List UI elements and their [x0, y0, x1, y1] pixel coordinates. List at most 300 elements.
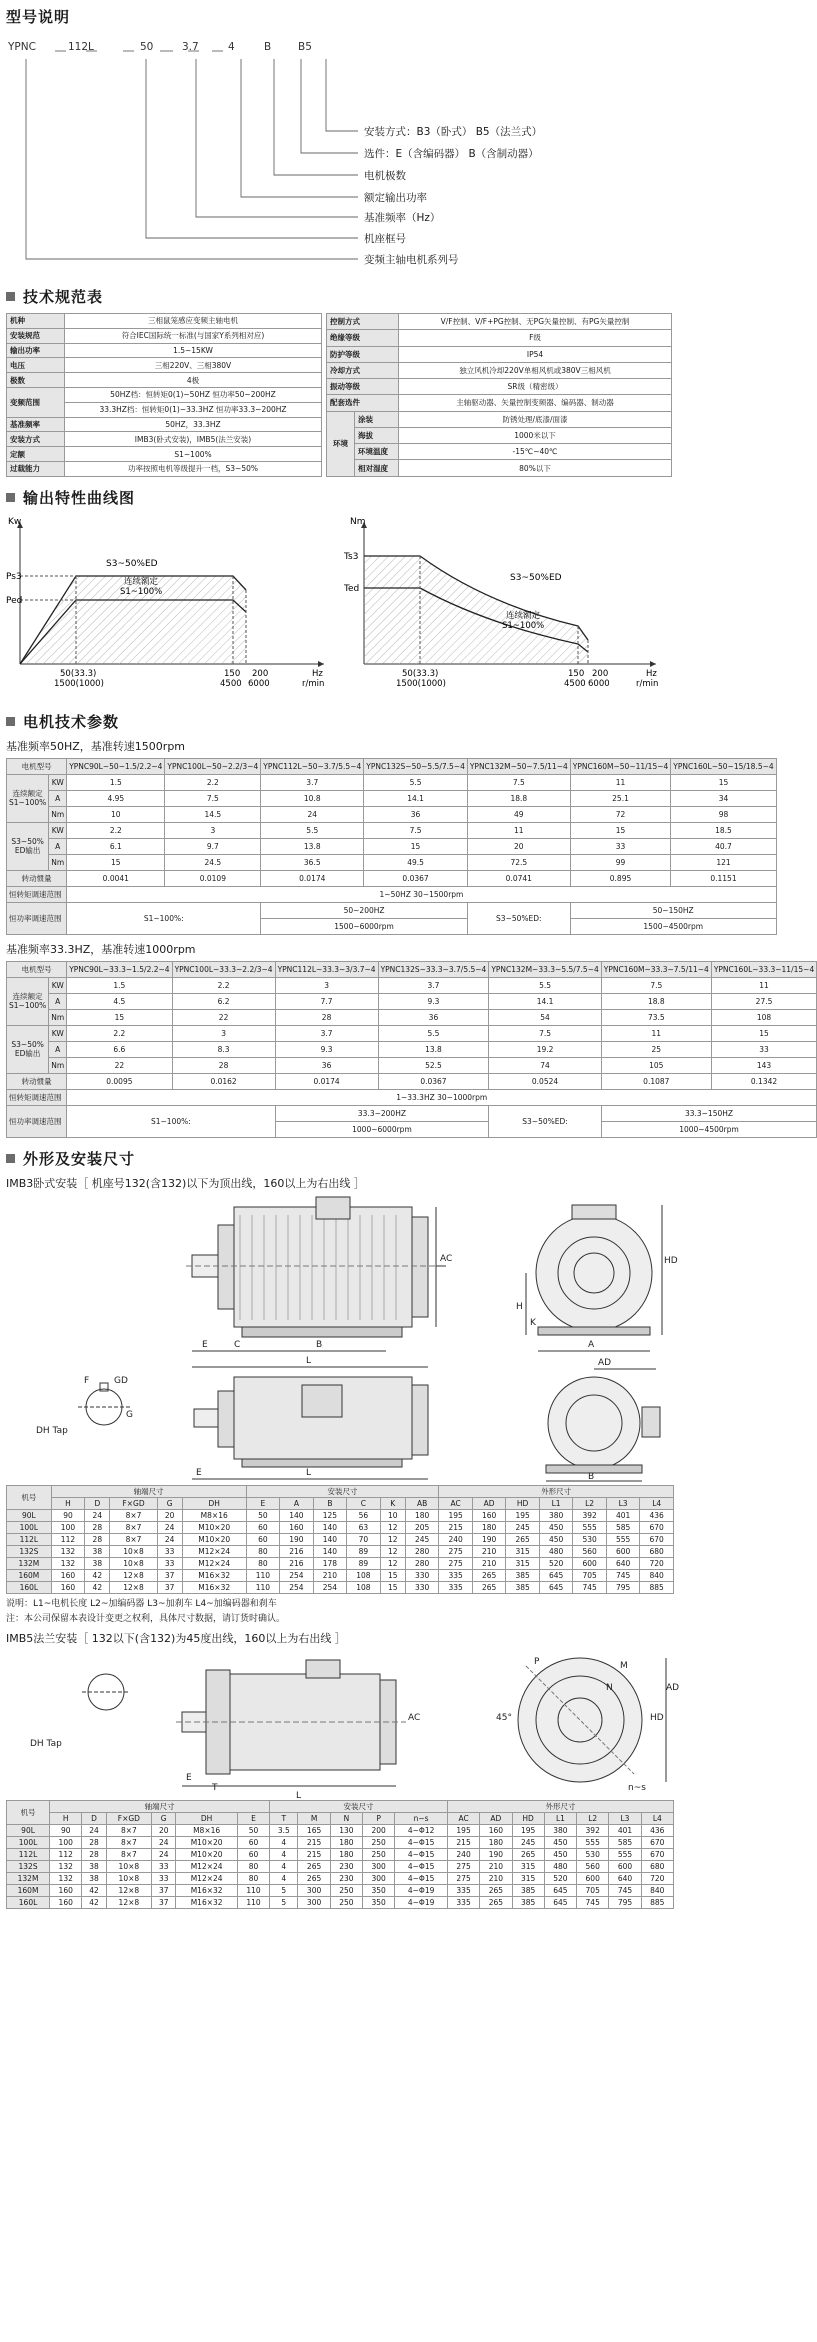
table-cell: 12 [380, 1545, 405, 1557]
table-cell: 705 [573, 1569, 607, 1581]
dim-section-title: 外形及安装尺寸 [23, 1149, 136, 1168]
b3-title: IMB3卧式安装［ 机座号132(含132)以下为顶出线，160以上为右出线 ］ [6, 1176, 365, 1190]
table-row [7, 1497, 674, 1509]
table-cell: M12×24 [182, 1545, 246, 1557]
b3-dimension-table [6, 1485, 674, 1594]
column-header: F×GD [106, 1812, 151, 1824]
svg-text:AC: AC [440, 1253, 453, 1264]
table-cell: 8×7 [106, 1848, 151, 1860]
table-cell: 3.7 [261, 774, 364, 790]
column-header: 安装尺寸 [270, 1800, 448, 1812]
table-cell: M10×20 [182, 1521, 246, 1533]
table-cell: 2.2 [165, 774, 261, 790]
table-cell: 0.0109 [165, 870, 261, 886]
table-cell: 0.0041 [67, 870, 165, 886]
svg-text:Nm: Nm [350, 516, 366, 527]
table-cell: 10×8 [106, 1872, 151, 1884]
table-cell: 143 [711, 1057, 816, 1073]
table-cell: 645 [544, 1884, 576, 1896]
column-header: D [82, 1812, 106, 1824]
table-cell: 215 [298, 1836, 330, 1848]
table-cell: 11 [711, 977, 816, 993]
table-cell: M16×32 [182, 1581, 246, 1593]
svg-text:150: 150 [568, 668, 585, 679]
svg-text:Kw: Kw [8, 516, 22, 527]
unit-cell: Nm [49, 806, 67, 822]
b3-drawing-svg [6, 1195, 678, 1485]
table-cell: 265 [298, 1860, 330, 1872]
table-cell: 335 [439, 1569, 473, 1581]
column-header: HD [506, 1497, 540, 1509]
table-cell: 110 [246, 1581, 280, 1593]
table-cell: 1~50HZ 30~1500rpm [67, 886, 776, 902]
table-cell: 10.8 [261, 790, 364, 806]
table-cell: 80 [237, 1860, 269, 1872]
table-cell: 250 [363, 1848, 395, 1860]
table-cell: 10 [380, 1509, 405, 1521]
table-cell: 640 [606, 1557, 640, 1569]
svg-text:P: P [534, 1656, 540, 1667]
table-row [7, 806, 777, 822]
table-cell: 1500~4500rpm [570, 918, 776, 934]
catalog-page [0, 6, 815, 1909]
table-cell: M16×32 [182, 1569, 246, 1581]
table-cell: 300 [363, 1860, 395, 1872]
table-cell: 840 [640, 1569, 674, 1581]
param-table-50hz [6, 758, 777, 935]
table-cell: 215 [439, 1521, 473, 1533]
table-cell: 132 [51, 1545, 85, 1557]
column-header: 外形尺寸 [447, 1800, 673, 1812]
table-cell: S3~50%ED: [467, 902, 570, 934]
table-cell: 216 [280, 1545, 314, 1557]
table-cell: 0.895 [570, 870, 671, 886]
table-cell: 555 [606, 1533, 640, 1545]
table-cell: 180 [405, 1509, 439, 1521]
table-row [7, 822, 777, 838]
column-header: 外形尺寸 [439, 1485, 674, 1497]
column-header: 机号 [7, 1485, 52, 1509]
table-cell: M8×16 [176, 1824, 238, 1836]
table-cell: 205 [405, 1521, 439, 1533]
table-cell: 450 [544, 1848, 576, 1860]
table2-title: 基准频率33.3HZ，基准转速1000rpm [6, 942, 196, 956]
spec-section-title: 技术规范表 [23, 288, 104, 306]
table-row [7, 1057, 817, 1073]
table-cell: 105 [601, 1057, 711, 1073]
column-header: YPNC132M~50~7.5/11~4 [467, 758, 570, 774]
b3-drawing [6, 1195, 678, 1485]
table-cell: M12×24 [182, 1557, 246, 1569]
table-cell: 2.2 [67, 822, 165, 838]
table-cell: 8.3 [172, 1041, 275, 1057]
table-cell: 42 [82, 1896, 106, 1908]
table-cell: 335 [439, 1581, 473, 1593]
unit-cell: KW [49, 977, 67, 993]
table-cell: 330 [405, 1581, 439, 1593]
svg-text:Ted: Ted [344, 583, 360, 594]
table-cell: 600 [577, 1872, 609, 1884]
table-row [7, 1557, 674, 1569]
column-header: F×GD [110, 1497, 157, 1509]
table-cell: 12×8 [110, 1581, 157, 1593]
table-cell: 22 [67, 1057, 172, 1073]
table-cell: 275 [447, 1860, 479, 1872]
table-cell: 60 [246, 1521, 280, 1533]
table-cell: 6.1 [67, 838, 165, 854]
svg-text:200: 200 [252, 668, 269, 679]
table-cell: 1000~4500rpm [601, 1121, 816, 1137]
table-cell: 640 [609, 1872, 641, 1884]
table-cell: 300 [363, 1872, 395, 1884]
svg-text:A: A [588, 1339, 595, 1350]
table-cell: 680 [640, 1545, 674, 1557]
table-cell: 4 [270, 1848, 298, 1860]
row-header: 恒功率调速范围 [7, 902, 67, 934]
table-cell: 190 [472, 1533, 506, 1545]
column-header: YPNC100L~33.3~2.2/3~4 [172, 961, 275, 977]
unit-cell: A [49, 790, 67, 806]
b3-note1: 说明：L1~电机长度 L2~加编码器 L3~加刹车 L4~加编码器和刹车 [6, 1598, 277, 1609]
svg-text:6000: 6000 [248, 678, 270, 689]
table-cell: 670 [640, 1533, 674, 1545]
table-cell: 180 [480, 1836, 512, 1848]
spec-tables [6, 313, 674, 477]
table-cell: 25 [601, 1041, 711, 1057]
svg-text:E: E [202, 1339, 208, 1350]
table-row [7, 1872, 674, 1884]
table-cell: 14.1 [489, 993, 601, 1009]
column-header: G [152, 1812, 176, 1824]
table-cell: 560 [577, 1860, 609, 1872]
svg-text:Hz: Hz [312, 668, 323, 679]
svg-text:AD: AD [666, 1682, 680, 1693]
table-cell: 3.5 [270, 1824, 298, 1836]
table-cell: 210 [480, 1860, 512, 1872]
table-cell: 24.5 [165, 854, 261, 870]
table-cell: 54 [489, 1009, 601, 1025]
table-row [7, 1089, 817, 1105]
svg-text:DH Tap: DH Tap [36, 1425, 68, 1436]
table-cell: 520 [544, 1872, 576, 1884]
table-cell: 3 [275, 977, 378, 993]
table-cell: 25.1 [570, 790, 671, 806]
table-cell: 195 [447, 1824, 479, 1836]
svg-text:150: 150 [224, 668, 241, 679]
svg-text:45°: 45° [496, 1712, 512, 1723]
table-cell: 250 [330, 1884, 362, 1896]
table-cell: 38 [85, 1545, 110, 1557]
table-cell: 436 [641, 1824, 673, 1836]
table-cell: 15 [711, 1025, 816, 1041]
table-cell: M12×24 [176, 1860, 238, 1872]
table-cell: 180 [330, 1836, 362, 1848]
column-header: YPNC160M~50~11/15~4 [570, 758, 671, 774]
table-cell: 7.7 [275, 993, 378, 1009]
svg-text:N: N [606, 1682, 613, 1693]
svg-text:Hz: Hz [646, 668, 657, 679]
table-cell: 7.5 [601, 977, 711, 993]
column-header: K [380, 1497, 405, 1509]
table-cell: 34 [671, 790, 776, 806]
table-cell: 275 [439, 1557, 473, 1569]
svg-text:L: L [306, 1355, 312, 1366]
spec-left-table: 机种 三相鼠笼感应变频主轴电机 安装规范 符合IEC国际统一标准(与国家Y系列相对应) 输出功率 1.5~15KW 电压 三相220V、三相380V 极数 4极 变频范围 50HZ档：恒转矩0(1)~50HZ 恒功率50~200HZ 33.3HZ档：恒转矩0(1)~33.3HZ 恒功率33.3~200HZ 基准频率 50HZ，33.3HZ 安装方式 IMB3(卧式安装)，IMB5(法兰安装) 定额 S1~100% 过载能力 功率按照电机等级提升一档，S3~50% [6, 313, 322, 477]
table-cell: 275 [447, 1872, 479, 1884]
table-cell: 165 [298, 1824, 330, 1836]
table-cell: 335 [447, 1896, 479, 1908]
table-cell: 1000~6000rpm [275, 1121, 489, 1137]
column-header: n~s [395, 1812, 448, 1824]
svg-text:L: L [306, 1467, 312, 1478]
table-cell: 2.2 [172, 977, 275, 993]
table-cell: 9.3 [378, 993, 489, 1009]
svg-text:E: E [186, 1772, 192, 1783]
code-part: 50 [140, 41, 154, 53]
table-cell: 15 [67, 854, 165, 870]
table-cell: 110 [237, 1896, 269, 1908]
table-cell: 0.0174 [275, 1073, 378, 1089]
table-cell: 56 [347, 1509, 381, 1521]
table-cell: 33 [157, 1557, 182, 1569]
table-cell: 385 [512, 1884, 544, 1896]
column-header: YPNC132S~50~5.5/7.5~4 [364, 758, 468, 774]
svg-text:B: B [316, 1339, 323, 1350]
table-cell: 4.95 [67, 790, 165, 806]
table-cell: 160M [7, 1884, 50, 1896]
table-cell: 10×8 [106, 1860, 151, 1872]
table-row [7, 961, 817, 977]
unit-cell: KW [49, 1025, 67, 1041]
table-cell: S1~100%: [67, 902, 261, 934]
row-header: S3~50% ED输出 [7, 1025, 49, 1073]
column-header: B [313, 1497, 347, 1509]
table-cell: 210 [480, 1872, 512, 1884]
row-header: 连续额定 S1~100% [7, 977, 49, 1025]
table-cell: 33.3~200HZ [275, 1105, 489, 1121]
table-cell: 18.5 [671, 822, 776, 838]
table-cell: 140 [280, 1509, 314, 1521]
table-cell: 15 [380, 1569, 405, 1581]
table-cell: 38 [85, 1557, 110, 1569]
column-header: YPNC132S~33.3~3.7/5.5~4 [378, 961, 489, 977]
svg-text:DH Tap: DH Tap [30, 1738, 62, 1749]
table-cell: 670 [641, 1848, 673, 1860]
table-cell: 160 [51, 1569, 85, 1581]
table-cell: 100L [7, 1836, 50, 1848]
table-cell: 42 [85, 1581, 110, 1593]
table-cell: 190 [480, 1848, 512, 1860]
svg-text:L: L [296, 1790, 302, 1801]
svg-text:S3~50%ED: S3~50%ED [510, 572, 562, 583]
torque-curve-chart [343, 517, 658, 689]
table-cell: 70 [347, 1533, 381, 1545]
table-cell: 4 [270, 1860, 298, 1872]
table-cell: M10×20 [176, 1848, 238, 1860]
table-cell: 6.2 [172, 993, 275, 1009]
table-cell: 315 [506, 1545, 540, 1557]
table-cell: 436 [640, 1509, 674, 1521]
table-cell: 450 [544, 1836, 576, 1848]
table-cell: 12 [380, 1533, 405, 1545]
row-header: S3~50% ED输出 [7, 822, 49, 870]
table-row [7, 1509, 674, 1521]
table-cell: 130 [330, 1824, 362, 1836]
table-row [7, 790, 777, 806]
table-cell: 7.5 [489, 1025, 601, 1041]
table-cell: 63 [347, 1521, 381, 1533]
table-row [7, 1009, 817, 1025]
table-row [7, 1533, 674, 1545]
table-cell: 28 [82, 1836, 106, 1848]
table-cell: 19.2 [489, 1041, 601, 1057]
svg-text:50(33.3): 50(33.3) [402, 668, 439, 679]
table-cell: 33 [570, 838, 671, 854]
svg-text:Ps3: Ps3 [6, 571, 22, 582]
column-header: D [85, 1497, 110, 1509]
table-cell: 670 [640, 1521, 674, 1533]
table-cell: 33 [152, 1860, 176, 1872]
param-section-title: 电机技术参数 [23, 712, 120, 731]
table-cell: 140 [313, 1521, 347, 1533]
table-cell: 250 [363, 1836, 395, 1848]
table-row [7, 854, 777, 870]
table-cell: 108 [347, 1581, 381, 1593]
unit-cell: Nm [49, 1009, 67, 1025]
spec-right-table: 控制方式 V/F控制、V/F+PG控制、无PG矢量控制、有PG矢量控制 绝缘等级 F级 防护等级 IP54 冷却方式 独立风机冷却220V单相风机或380V三相风机 振动等级 SR级（精密级） 配套选件 主轴驱动器、矢量控制变频器、编码器、制动器 环境 涂装 防锈处理/底漆/面漆 海拔 1000米以下 环境温度 -15℃~40℃ 相对湿度 80%以下 [326, 313, 672, 477]
table-cell: M16×32 [176, 1896, 238, 1908]
svg-text:S3~50%ED: S3~50%ED [106, 558, 158, 569]
table-cell: 4~Φ12 [395, 1824, 448, 1836]
row-header: 连续额定 S1~100% [7, 774, 49, 822]
code-part: 3.7 [182, 41, 199, 53]
column-header: G [157, 1497, 182, 1509]
table-cell: 36 [378, 1009, 489, 1025]
table-cell: M16×32 [176, 1884, 238, 1896]
table-cell: 74 [489, 1057, 601, 1073]
table-cell: 110 [237, 1884, 269, 1896]
table-cell: 160 [50, 1896, 82, 1908]
svg-text:S1~100%: S1~100% [120, 586, 163, 597]
table-cell: 680 [641, 1860, 673, 1872]
table-cell: 600 [609, 1860, 641, 1872]
table-cell: 12×8 [110, 1569, 157, 1581]
column-header: 电机型号 [7, 758, 67, 774]
table-cell: 8×7 [110, 1533, 157, 1545]
table-row [7, 838, 777, 854]
table-cell: 11 [570, 774, 671, 790]
table-cell: 140 [313, 1533, 347, 1545]
table-cell: 180 [472, 1521, 506, 1533]
table-cell: 160M [7, 1569, 52, 1581]
table-cell: 160 [480, 1824, 512, 1836]
table-cell: 1500~6000rpm [261, 918, 468, 934]
table-cell: S1~100%: [67, 1105, 275, 1137]
column-header: DH [176, 1812, 238, 1824]
svg-text:F: F [84, 1375, 90, 1386]
table-row [7, 993, 817, 1009]
table-row [7, 902, 777, 918]
table-row [7, 1041, 817, 1057]
table-cell: 24 [152, 1848, 176, 1860]
table-cell: 160L [7, 1581, 52, 1593]
row-header: 转动惯量 [7, 1073, 67, 1089]
svg-text:GD: GD [114, 1375, 128, 1386]
table-cell: 7.5 [467, 774, 570, 790]
svg-text:K: K [530, 1317, 536, 1328]
table-cell: 7.5 [165, 790, 261, 806]
table-cell: M8×16 [182, 1509, 246, 1521]
svg-text:6000: 6000 [588, 678, 610, 689]
table-cell: 555 [573, 1521, 607, 1533]
column-header: H [51, 1497, 85, 1509]
column-header: 电机型号 [7, 961, 67, 977]
table-cell: 11 [467, 822, 570, 838]
table-cell: 36.5 [261, 854, 364, 870]
table-cell: 28 [82, 1848, 106, 1860]
table-cell: 265 [506, 1533, 540, 1545]
table-row [7, 1812, 674, 1824]
param-table-33hz [6, 961, 817, 1138]
legend-item: 电机极数 [364, 170, 406, 182]
table-cell: 36 [275, 1057, 378, 1073]
table-cell: 140 [313, 1545, 347, 1557]
column-header: YPNC90L~50~1.5/2.2~4 [67, 758, 165, 774]
table-cell: 401 [609, 1824, 641, 1836]
table-row [7, 1836, 674, 1848]
table-cell: 5.5 [364, 774, 468, 790]
table-cell: 22 [172, 1009, 275, 1025]
table-cell: 4~Φ19 [395, 1896, 448, 1908]
b5-drawing-svg [6, 1650, 680, 1801]
column-header: M [298, 1812, 330, 1824]
table-cell: 50~150HZ [570, 902, 776, 918]
svg-text:C: C [234, 1339, 241, 1350]
svg-text:4500: 4500 [564, 678, 586, 689]
column-header: 轴端尺寸 [50, 1800, 270, 1812]
table-cell: 520 [539, 1557, 573, 1569]
column-header: DH [182, 1497, 246, 1509]
svg-text:连续额定: 连续额定 [124, 576, 159, 587]
column-header: C [347, 1497, 381, 1509]
table-cell: 160 [280, 1521, 314, 1533]
code-part: B [264, 41, 272, 53]
table-cell: 254 [313, 1581, 347, 1593]
table-cell: 160 [50, 1884, 82, 1896]
table-cell: 28 [172, 1057, 275, 1073]
table-cell: 33.3~150HZ [601, 1105, 816, 1121]
table-cell: 60 [237, 1848, 269, 1860]
column-header: L2 [577, 1812, 609, 1824]
table-cell: 8×7 [110, 1509, 157, 1521]
table-cell: 4~Φ19 [395, 1884, 448, 1896]
column-header: YPNC112L~33.3~3/3.7~4 [275, 961, 378, 977]
table-cell: 90L [7, 1509, 52, 1521]
table-cell: 37 [152, 1896, 176, 1908]
table-cell: 745 [609, 1884, 641, 1896]
table-cell: 245 [512, 1836, 544, 1848]
table-cell: 100 [50, 1836, 82, 1848]
table-cell: 392 [573, 1509, 607, 1521]
svg-text:AD: AD [598, 1357, 612, 1368]
table-cell: 132 [50, 1860, 82, 1872]
table-cell: 215 [298, 1848, 330, 1860]
table-cell: 20 [467, 838, 570, 854]
table-cell: 49.5 [364, 854, 468, 870]
table-cell: 132 [50, 1872, 82, 1884]
legend-item: 变频主轴电机系列号 [364, 254, 459, 266]
table-cell: 210 [313, 1569, 347, 1581]
